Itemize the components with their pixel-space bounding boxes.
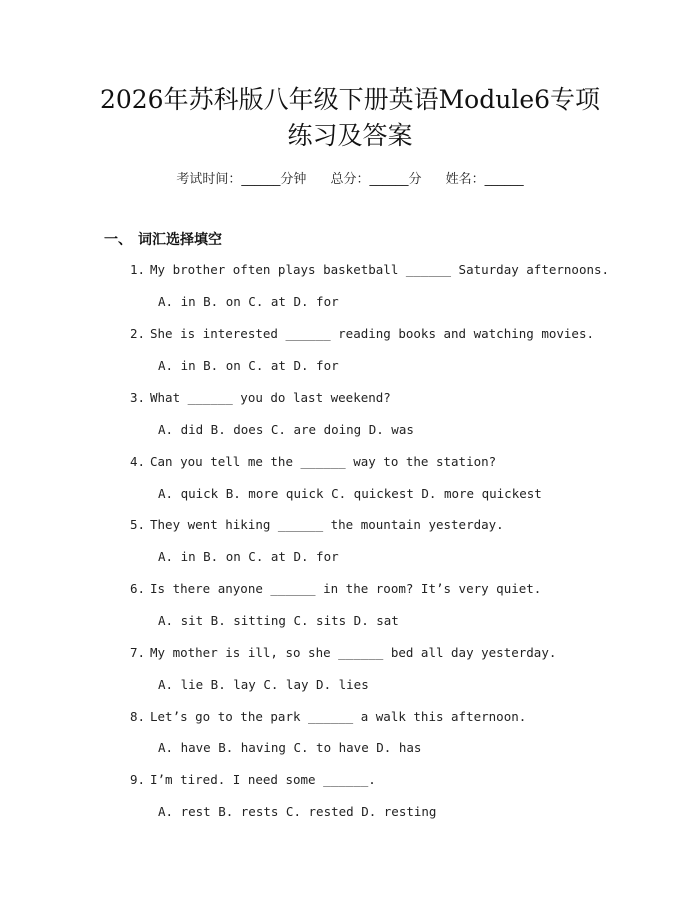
- exam-score-field: 总分：______分: [330, 172, 422, 187]
- question-5-options: A. in B. on C. at D. for: [158, 549, 339, 564]
- question-1-options: A. in B. on C. at D. for: [158, 294, 339, 309]
- question-2-options: A. in B. on C. at D. for: [158, 358, 339, 373]
- question-number: 6.: [130, 581, 146, 596]
- question-number: 9.: [130, 772, 146, 787]
- question-text: My brother often plays basketball ______ Saturday afternoons.: [150, 262, 610, 277]
- question-number: 8.: [130, 709, 146, 724]
- document-title-line2: 练习及答案: [287, 121, 413, 150]
- exam-meta: [0, 168, 700, 187]
- question-8-options: A. have B. having C. to have D. has: [158, 740, 422, 755]
- question-3-options: A. did B. does C. are doing D. was: [158, 422, 414, 437]
- section-heading: [104, 229, 222, 249]
- question-2: [130, 325, 594, 343]
- question-number: 1.: [130, 262, 146, 277]
- question-text: What ______ you do last weekend?: [150, 390, 391, 405]
- question-text: Can you tell me the ______ way to the station?: [150, 454, 497, 469]
- question-6: [130, 580, 541, 598]
- exam-time-field: 考试时间：______分钟: [176, 172, 307, 187]
- question-text: Is there anyone ______ in the room? It’s very quiet.: [150, 581, 542, 596]
- question-1: [130, 261, 609, 279]
- question-9: [130, 771, 376, 789]
- question-number: 3.: [130, 390, 146, 405]
- question-text: Let’s go to the park ______ a walk this afternoon.: [150, 709, 527, 724]
- question-6-options: A. sit B. sitting C. sits D. sat: [158, 613, 399, 628]
- question-text: My mother is ill, so she ______ bed all day yesterday.: [150, 645, 557, 660]
- question-text: She is interested ______ reading books and watching movies.: [150, 326, 595, 341]
- question-7-options: A. lie B. lay C. lay D. lies: [158, 677, 369, 692]
- section-number: 一、: [104, 232, 132, 248]
- question-number: 7.: [130, 645, 146, 660]
- question-9-options: A. rest B. rests C. rested D. resting: [158, 804, 437, 819]
- question-7: [130, 644, 556, 662]
- question-4-options: A. quick B. more quick C. quickest D. more quickest: [158, 486, 542, 501]
- question-3: [130, 389, 391, 407]
- section-title: 词汇选择填空: [138, 232, 222, 248]
- document-title-line1: 2026年苏科版八年级下册英语Module6专项: [99, 85, 601, 114]
- question-number: 2.: [130, 326, 146, 341]
- question-number: 4.: [130, 454, 146, 469]
- question-number: 5.: [130, 517, 146, 532]
- question-8: [130, 708, 526, 726]
- question-5: [130, 516, 504, 534]
- question-text: I’m tired. I need some ______.: [150, 772, 376, 787]
- question-4: [130, 453, 496, 471]
- exam-name-field: 姓名：______: [445, 172, 524, 187]
- question-text: They went hiking ______ the mountain yesterday.: [150, 517, 504, 532]
